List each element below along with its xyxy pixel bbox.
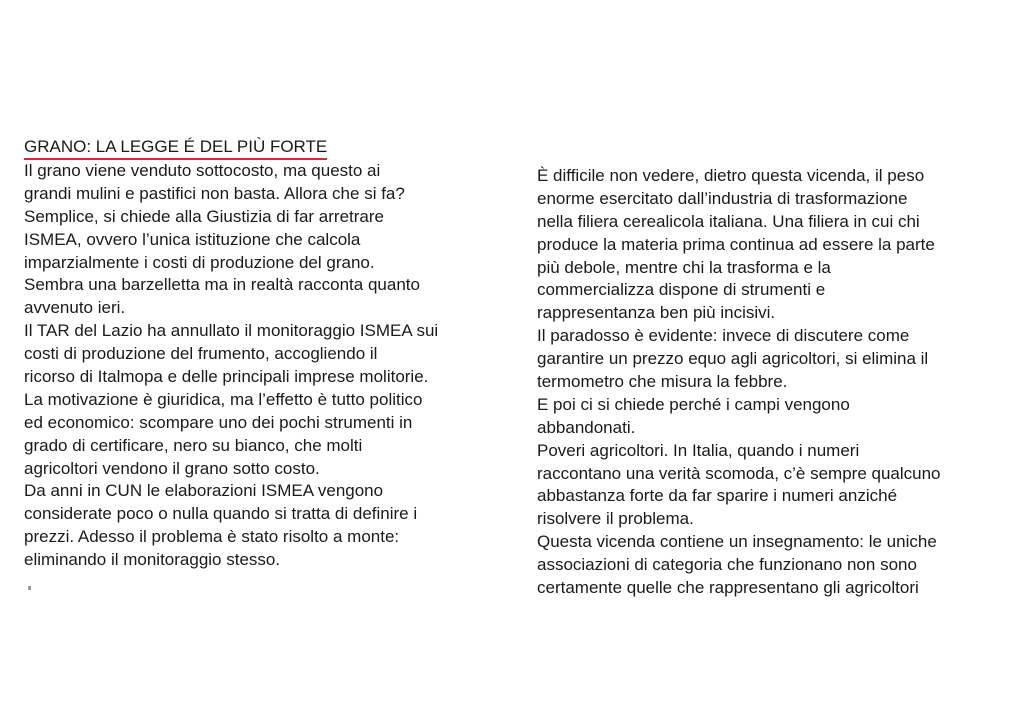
text-line: costi di produzione del frumento, accogliendo il: [24, 344, 378, 364]
text-line: ricorso di Italmopa e delle principali imprese molitorie.: [24, 367, 429, 387]
text-line: termometro che misura la febbre.: [537, 372, 788, 392]
text-line: nella filiera cerealicola italiana. Una filiera in cui chi: [537, 211, 920, 231]
text-line: ed economico: scompare uno dei pochi strumenti in: [24, 412, 413, 432]
text-line: enorme esercitato dall’industria di trasformazione: [537, 188, 908, 208]
text-line: prezzi. Adesso il problema è stato risolto a monte:: [24, 527, 400, 547]
text-line: ISMEA, ovvero l’unica istituzione che calcola: [24, 229, 361, 249]
text-line: Il grano viene venduto sottocosto, ma questo ai: [24, 161, 381, 180]
text-line: produce la materia prima continua ad essere la parte: [537, 234, 935, 254]
text-line: Il TAR del Lazio ha annullato il monitoraggio ISMEA sui: [24, 321, 439, 341]
text-line: Poveri agricoltori. In Italia, quando i numeri: [537, 440, 860, 460]
text-line: commercializza dispone di strumenti e: [537, 280, 826, 300]
text-line: E poi ci si chiede perché i campi vengono: [537, 394, 850, 414]
text-line: garantire un prezzo equo agli agricoltori, si elimina il: [537, 349, 929, 369]
right-column: [537, 165, 1007, 600]
text-line: certamente quelle che rappresentano gli agricoltori: [537, 578, 919, 598]
text-line: imparzialmente i costi di produzione del grano.: [24, 252, 375, 272]
text-line: associazioni di categoria che funzionano non sono: [537, 555, 917, 575]
text-line: risolvere il problema.: [537, 509, 694, 529]
left-column: [24, 136, 500, 572]
text-line: avvenuto ieri.: [24, 298, 126, 318]
text-line: eliminando il monitoraggio stesso.: [24, 550, 281, 570]
text-line: Da anni in CUN le elaborazioni ISMEA vengono: [24, 481, 384, 501]
text-line: Sembra una barzelletta ma in realtà racconta quanto: [24, 275, 420, 295]
text-line: rappresentanza ben più incisivi.: [537, 303, 776, 323]
text-line: È difficile non vedere, dietro questa vicenda, il peso: [537, 166, 925, 185]
text-line: raccontano una verità scomoda, c’è sempre qualcuno: [537, 463, 941, 483]
text-line: agricoltori vendono il grano sotto costo.: [24, 458, 320, 478]
text-line: grandi mulini e pastifici non basta. Allora che si fa?: [24, 183, 405, 203]
text-line: considerate poco o nulla quando si tratta di definire i: [24, 504, 418, 524]
text-line: Semplice, si chiede alla Giustizia di far arretrare: [24, 206, 384, 226]
article-title-text: GRANO: LA LEGGE É DEL PIÙ FORTE: [24, 137, 328, 156]
text-line: Questa vicenda contiene un insegnamento: le uniche: [537, 532, 937, 552]
text-line: Il paradosso è evidente: invece di discutere come: [537, 326, 910, 346]
text-line: grado di certificare, nero su bianco, che molti: [24, 435, 363, 455]
text-line: La motivazione è giuridica, ma l’effetto è tutto politico: [24, 389, 423, 409]
text-line: abbandonati.: [537, 417, 636, 437]
stray-mark: [28, 586, 31, 590]
article-title: [24, 137, 327, 157]
title-underline: [24, 158, 327, 160]
article-title-line: [24, 136, 500, 160]
text-line: abbastanza forte da far sparire i numeri anziché: [537, 486, 898, 506]
text-line: più debole, mentre chi la trasforma e la: [537, 257, 831, 277]
